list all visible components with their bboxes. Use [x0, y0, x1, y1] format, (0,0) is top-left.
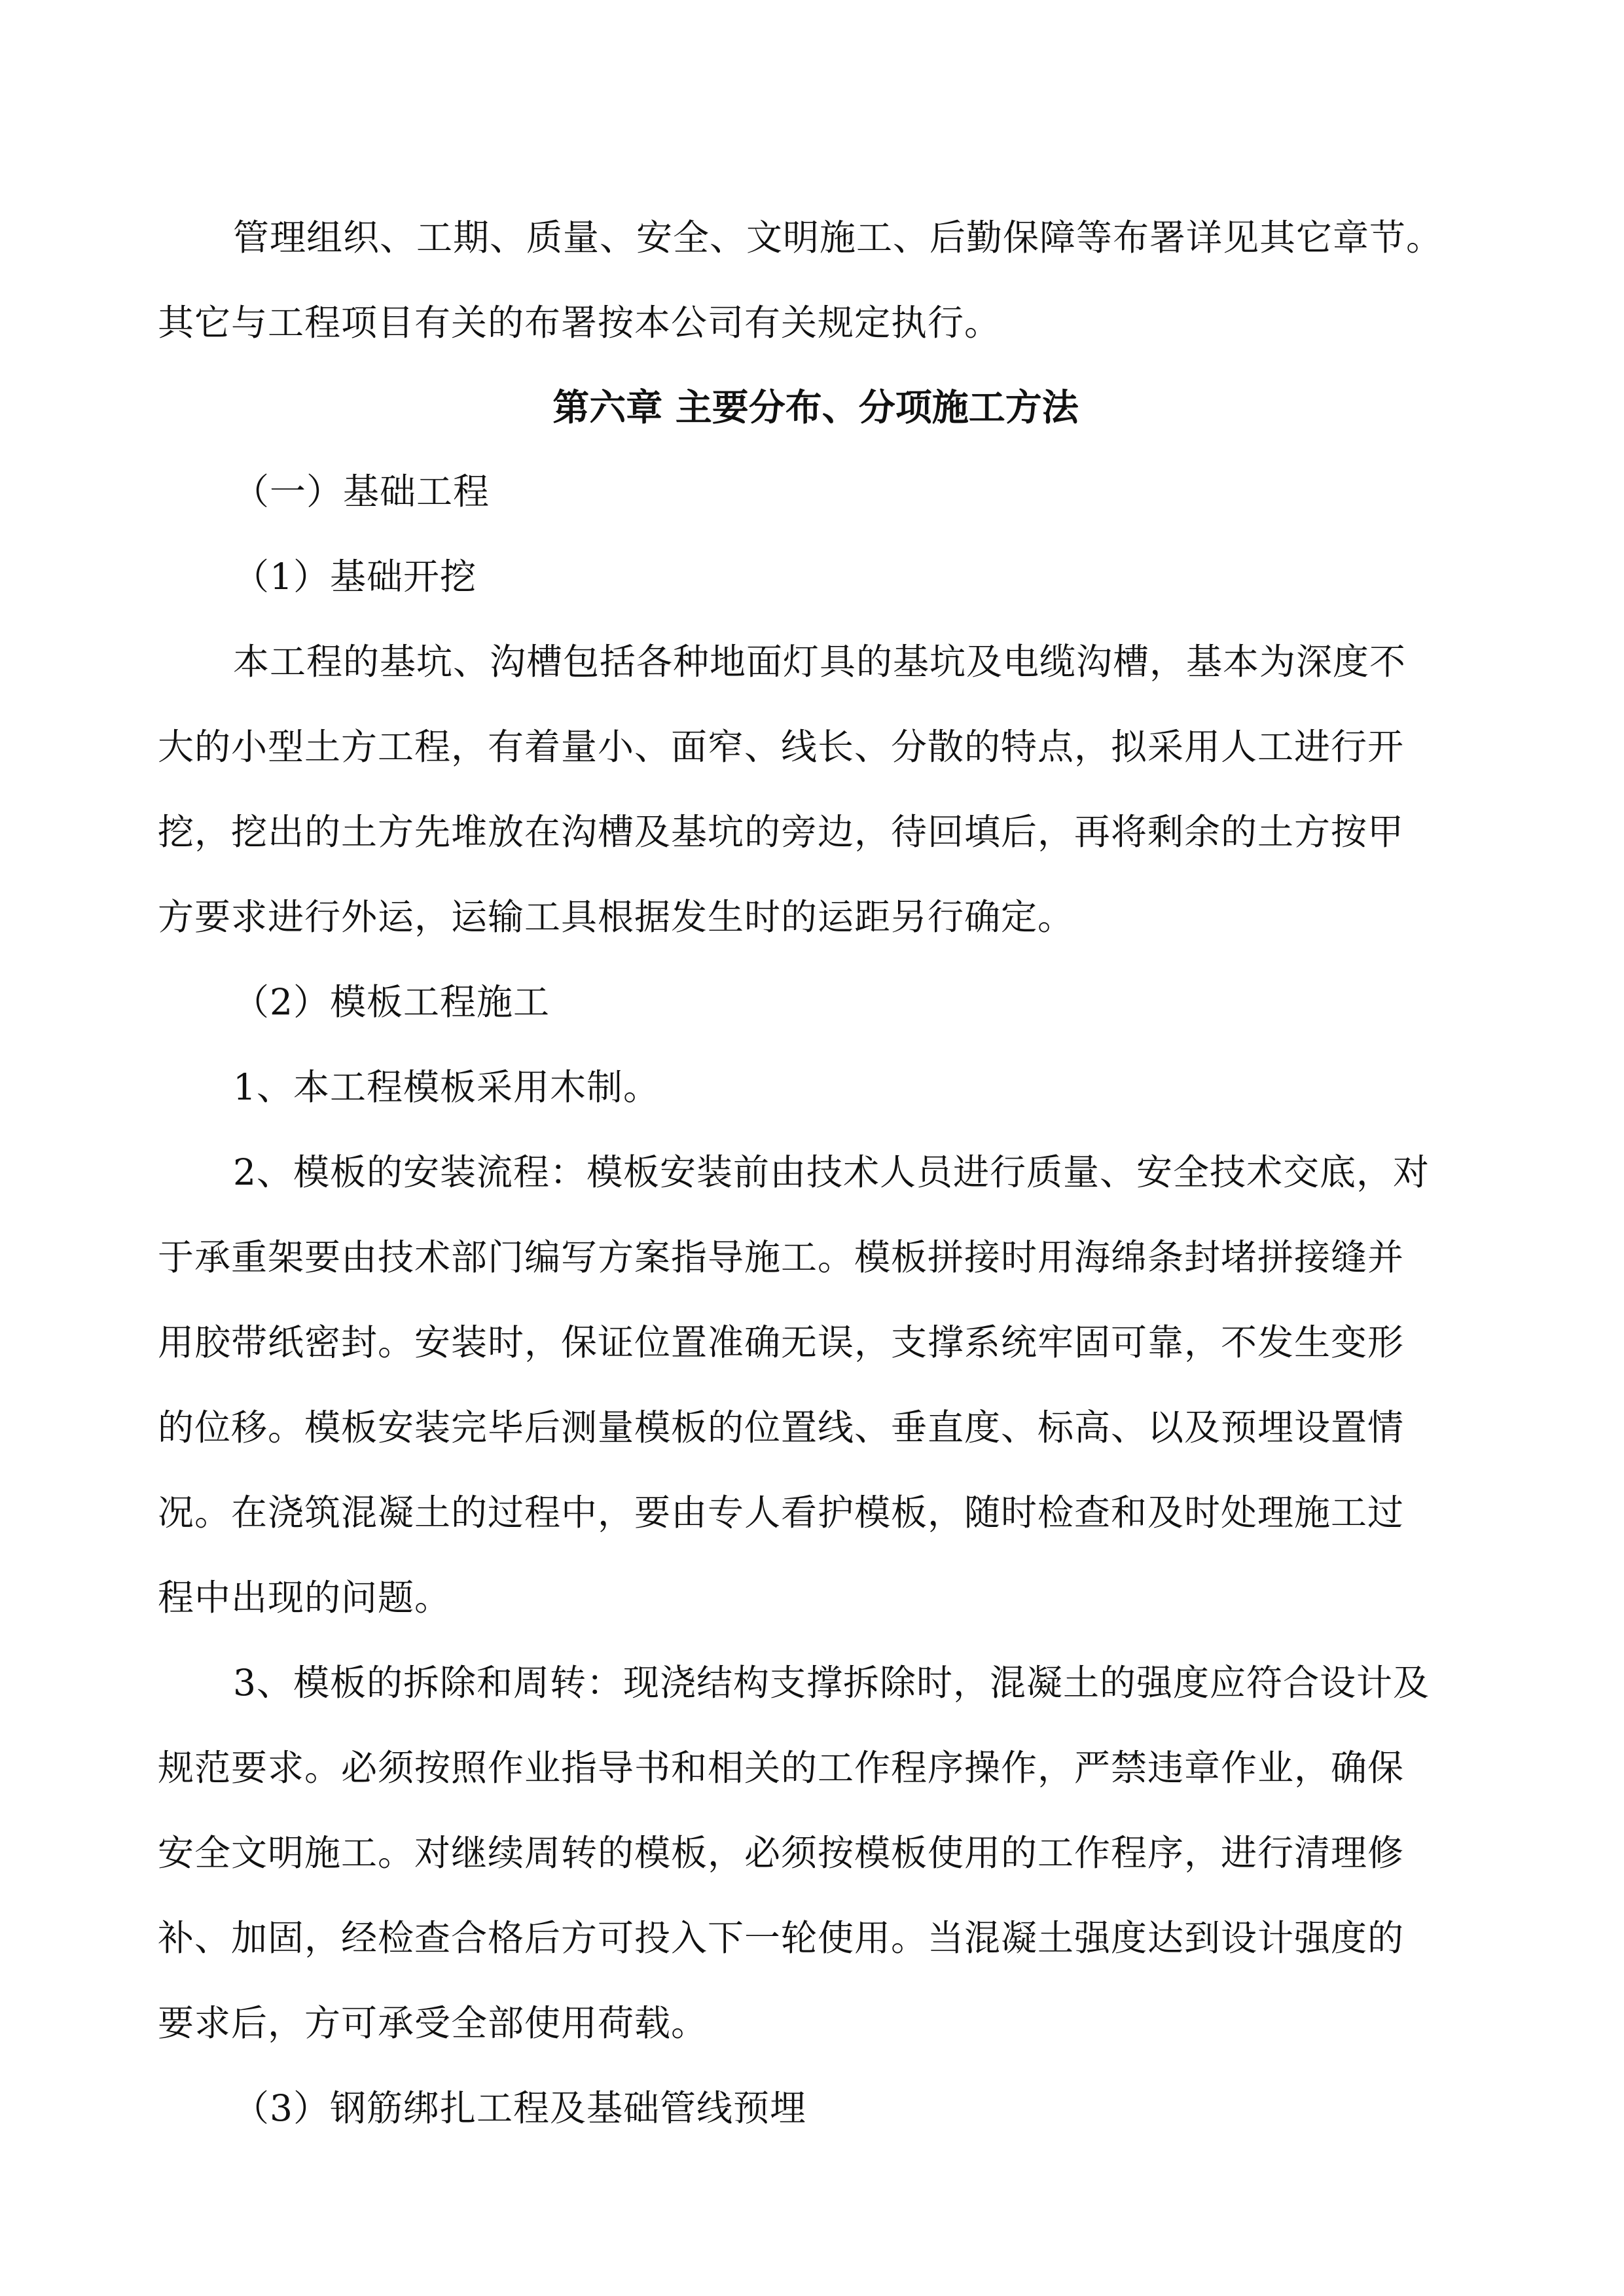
paragraph-line: 况。在浇筑混凝土的过程中，要由专人看护模板，随时检查和及时处理施工过	[158, 1492, 1405, 1534]
subsection-heading: （2）模板工程施工	[233, 981, 550, 1023]
paragraph-line: 大的小型土方工程，有着量小、面窄、线长、分散的特点，拟采用人工进行开	[158, 726, 1405, 768]
section-heading: （一）基础工程	[233, 471, 490, 512]
paragraph-line: 补、加固，经检查合格后方可投入下一轮使用。当混凝土强度达到设计强度的	[158, 1917, 1405, 1959]
paragraph-line: 3、模板的拆除和周转：现浇结构支撑拆除时，混凝土的强度应符合设计及	[233, 1662, 1430, 1704]
paragraph-line: 1、本工程模板采用木制。	[233, 1066, 660, 1108]
paragraph-line: 本工程的基坑、沟槽包括各种地面灯具的基坑及电缆沟槽，基本为深度不	[233, 641, 1407, 683]
paragraph-line: 规范要求。必须按照作业指导书和相关的工作程序操作，严禁违章作业，确保	[158, 1747, 1405, 1789]
paragraph-line: 2、模板的安装流程：模板安装前由技术人员进行质量、安全技术交底，对	[233, 1151, 1430, 1193]
subsection-heading: （3）钢筋绑扎工程及基础管线预埋	[233, 2087, 806, 2129]
chapter-title: 第六章 主要分布、分项施工方法	[552, 386, 1079, 429]
paragraph-line: 方要求进行外运，运输工具根据发生时的运距另行确定。	[158, 896, 1075, 938]
paragraph-line: 挖，挖出的土方先堆放在沟槽及基坑的旁边，待回填后，再将剩余的土方按甲	[158, 811, 1405, 853]
paragraph-line: 要求后，方可承受全部使用荷载。	[158, 2002, 708, 2044]
paragraph-line: 其它与工程项目有关的布署按本公司有关规定执行。	[158, 302, 1001, 344]
subsection-heading: （1）基础开挖	[233, 556, 477, 598]
paragraph-line: 安全文明施工。对继续周转的模板，必须按模板使用的工作程序，进行清理修	[158, 1832, 1405, 1874]
paragraph-line: 管理组织、工期、质量、安全、文明施工、后勤保障等布署详见其它章节。	[233, 217, 1443, 259]
paragraph-line: 程中出现的问题。	[158, 1577, 452, 1619]
paragraph-line: 用胶带纸密封。安装时，保证位置准确无误，支撑系统牢固可靠，不发生变形	[158, 1321, 1405, 1363]
paragraph-line: 于承重架要由技术部门编写方案指导施工。模板拼接时用海绵条封堵拼接缝并	[158, 1236, 1405, 1278]
paragraph-line: 的位移。模板安装完毕后测量模板的位置线、垂直度、标高、以及预埋设置情	[158, 1407, 1405, 1448]
